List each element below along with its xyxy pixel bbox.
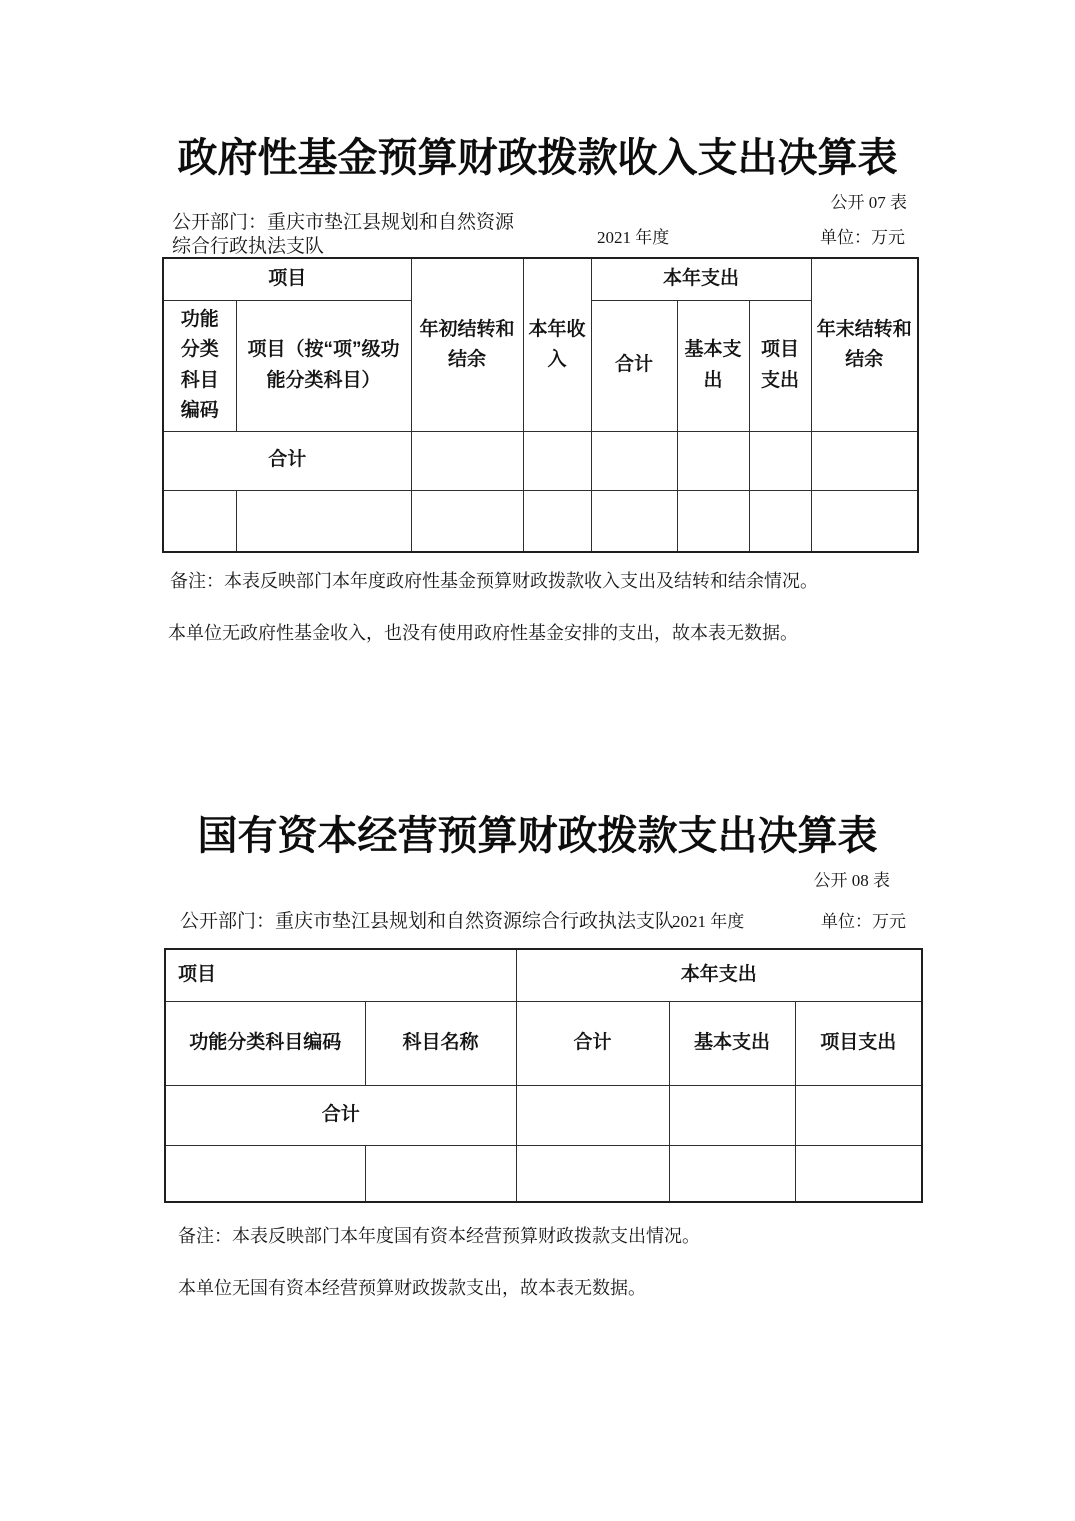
empty-data-cell <box>677 490 749 552</box>
empty-data-cell <box>163 490 236 552</box>
header-project-group: 项目 <box>163 258 411 300</box>
sheet-08-label: 公开 08 表 <box>813 871 890 890</box>
empty-data-cell <box>165 1145 365 1202</box>
empty-data-cell <box>411 431 523 490</box>
empty-data-cell <box>795 1145 922 1202</box>
empty-data-cell <box>749 490 811 552</box>
total-row-label: 合计 <box>163 431 411 490</box>
gov-fund-unit: 单位：万元 <box>820 228 905 247</box>
empty-data-cell <box>591 431 677 490</box>
header-project-expense: 项目支出 <box>749 300 811 431</box>
state-capital-table-title: 国有资本经营预算财政拨款支出决算表 <box>197 814 878 858</box>
total-row-label: 合计 <box>165 1085 516 1145</box>
state-capital-year: 2021 年度 <box>672 912 745 931</box>
gov-fund-table <box>162 257 919 553</box>
state-capital-department: 公开部门：重庆市垫江县规划和自然资源综合行政执法支队 <box>180 911 675 932</box>
header-expense-total: 合计 <box>516 1001 669 1085</box>
empty-data-cell <box>811 490 918 552</box>
header-basic-expense: 基本支出 <box>669 1001 795 1085</box>
empty-data-cell <box>236 490 411 552</box>
total-row <box>163 431 918 490</box>
header-project-group: 项目 <box>165 949 516 1001</box>
state-capital-table <box>164 948 923 1203</box>
empty-data-cell <box>516 1145 669 1202</box>
empty-data-cell <box>811 431 918 490</box>
empty-data-cell <box>591 490 677 552</box>
header-expense-group: 本年支出 <box>591 258 811 300</box>
header-function-code: 功能分类科目编码 <box>165 1001 365 1085</box>
empty-data-cell <box>795 1085 922 1145</box>
empty-data-cell <box>523 431 591 490</box>
empty-data-cell <box>365 1145 516 1202</box>
header-expense-group: 本年支出 <box>516 949 922 1001</box>
department-line2: 综合行政执法支队 <box>172 236 325 257</box>
total-row <box>165 1085 922 1145</box>
empty-data-cell <box>677 431 749 490</box>
empty-data-cell <box>669 1145 795 1202</box>
state-capital-unit: 单位：万元 <box>821 912 906 931</box>
empty-data-cell <box>749 431 811 490</box>
header-subject-name: 科目名称 <box>365 1001 516 1085</box>
header-expense-total: 合计 <box>591 300 677 431</box>
state-capital-note-description: 备注：本表反映部门本年度国有资本经营预算财政拨款支出情况。 <box>178 1226 700 1246</box>
gov-fund-note-description: 备注：本表反映部门本年度政府性基金预算财政拨款收入支出及结转和结余情况。 <box>170 571 818 591</box>
blank-row <box>165 1145 922 1202</box>
gov-fund-table-title: 政府性基金预算财政拨款收入支出决算表 <box>177 136 898 180</box>
empty-data-cell <box>669 1085 795 1145</box>
header-end-balance: 年末结转和结余 <box>811 258 918 431</box>
blank-row <box>163 490 918 552</box>
gov-fund-note-nodata: 本单位无政府性基金收入，也没有使用政府性基金安排的支出，故本表无数据。 <box>168 623 798 643</box>
department-line1: 公开部门：重庆市垫江县规划和自然资源 <box>172 212 515 233</box>
header-begin-balance: 年初结转和结余 <box>411 258 523 431</box>
empty-data-cell <box>516 1085 669 1145</box>
sheet-07-label: 公开 07 表 <box>830 193 907 212</box>
header-function-code: 功能分类科目编码 <box>163 300 236 431</box>
header-item-name: 项目（按“项”级功能分类科目） <box>236 300 411 431</box>
state-capital-note-nodata: 本单位无国有资本经营预算财政拨款支出，故本表无数据。 <box>178 1278 646 1298</box>
gov-fund-year: 2021 年度 <box>597 228 670 247</box>
header-project-expense: 项目支出 <box>795 1001 922 1085</box>
header-year-income: 本年收入 <box>523 258 591 431</box>
header-basic-expense: 基本支出 <box>677 300 749 431</box>
empty-data-cell <box>523 490 591 552</box>
empty-data-cell <box>411 490 523 552</box>
gov-fund-department <box>172 211 514 259</box>
